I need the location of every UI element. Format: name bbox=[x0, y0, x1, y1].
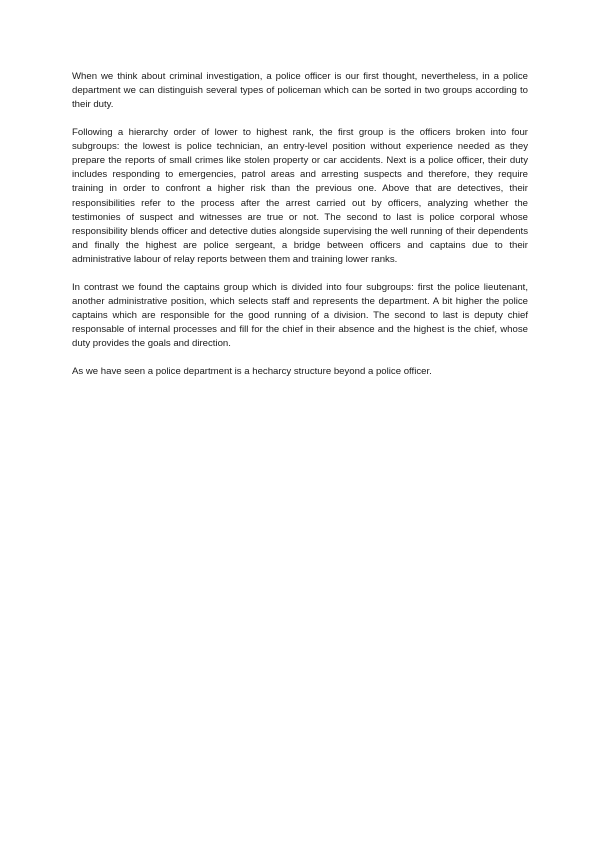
paragraph-intro: When we think about criminal investigation, a police officer is our first thought, nevertheless, in a police department we can distinguish several types of policeman which can be sorted in two groups according to their duty. bbox=[72, 71, 528, 111]
paragraph-captains-group: In contrast we found the captains group which is divided into four subgroups: first the police lieutenant, another administrative position, which selects staff and represents the department. A bit higher the police captains which are responsible for the good running of a division. The second to last is deputy chief responsable of internal processes and fill for the chief in their absence and the highest is the chief, whose duty provides the goals and direction. bbox=[72, 281, 528, 350]
document-body bbox=[72, 70, 528, 392]
paragraph-officers-group: Following a hierarchy order of lower to highest rank, the first group is the officers broken into four subgroups: the lowest is police technician, an entry-level position without experience needed as they prepare the reports of small crimes like stolen property or car accidents. Next is a police officer, their duty includes responding to emergencies, patrol areas and arresting suspects and therefore, they require training in order to confront a higher risk than the previous one. Above that are detectives, their responsibilities refer to the process after the arrest carried out by officers, analyzing whether the testimonies of suspect and witnesses are true or not. The second to last is police corporal whose responsibility blends officer and detective duties alongside supervising the well running of their dependents and finally the highest are police sergeant, a bridge between officers and captains due to their administrative labour of relay reports between them and training lower ranks. bbox=[72, 126, 528, 266]
paragraph-conclusion: As we have seen a police department is a hecharcy structure beyond a police officer. bbox=[72, 365, 432, 377]
